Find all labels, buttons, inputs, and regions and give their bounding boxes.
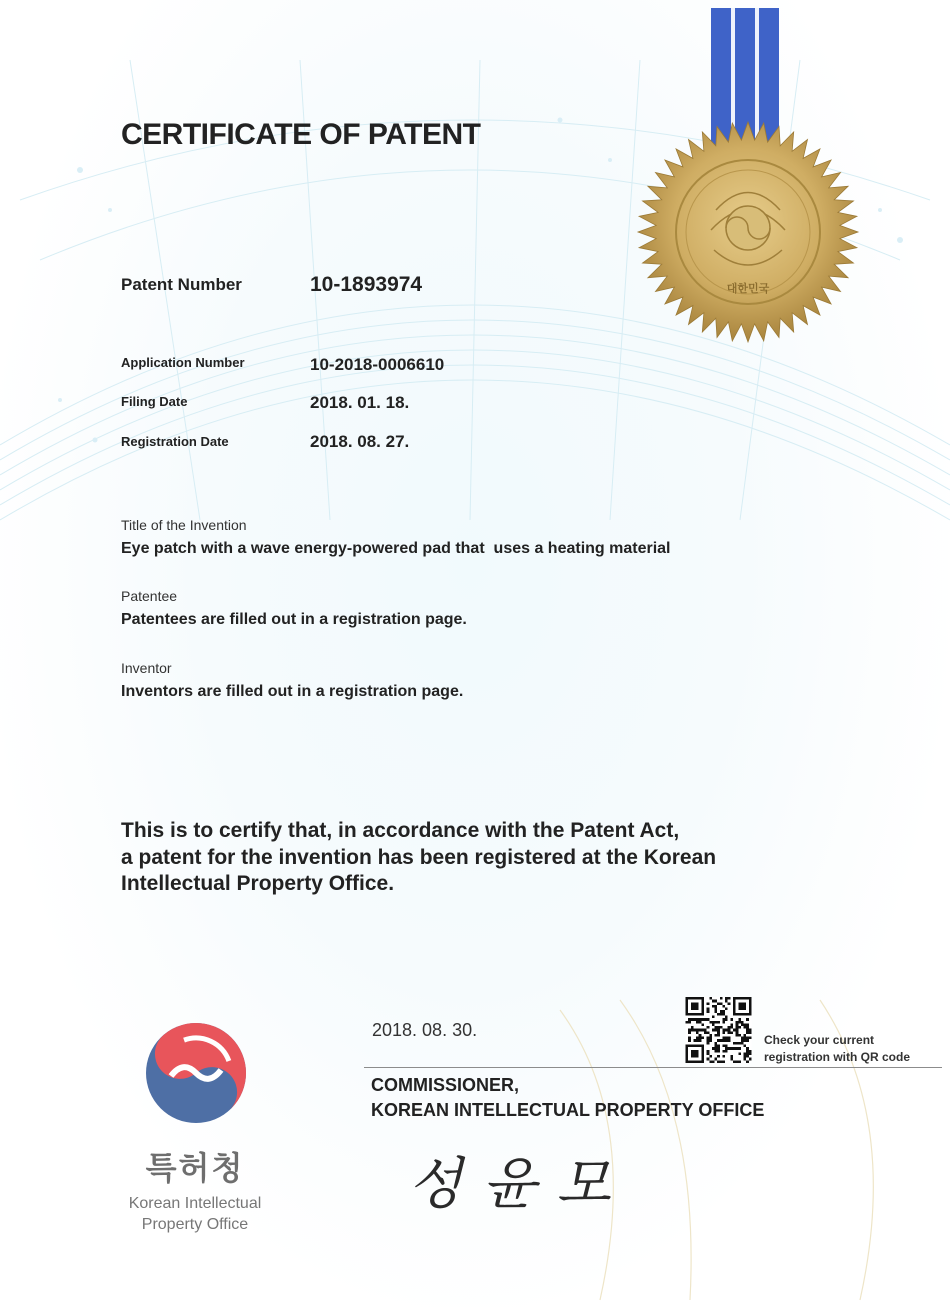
kipo-english-line: Korean Intellectual xyxy=(128,1195,262,1212)
kipo-english-line: Property Office xyxy=(141,1216,249,1233)
inventor-label: Inventor xyxy=(121,660,172,676)
patentee-label: Patentee xyxy=(121,588,178,604)
certificate-title: CERTIFICATE OF PATENT xyxy=(121,118,481,151)
commissioner-title xyxy=(371,1073,764,1123)
kipo-logo-icon xyxy=(143,1020,249,1126)
signature-text: 성윤모 xyxy=(408,1152,630,1217)
filing-date-value: 2018. 01. 18. xyxy=(310,393,410,412)
commissioner-line: COMMISSIONER, xyxy=(371,1075,520,1095)
signature-image xyxy=(400,1145,630,1225)
commissioner-line: KOREAN INTELLECTUAL PROPERTY OFFICE xyxy=(371,1100,765,1120)
patent-number-label: Patent Number xyxy=(121,275,242,294)
national-seal-icon xyxy=(636,120,860,344)
certification-statement xyxy=(121,818,801,898)
patentee-value: Patentees are filled out in a registration page. xyxy=(121,611,467,628)
filing-date-label: Filing Date xyxy=(121,394,188,409)
qr-caption-line: registration with QR code xyxy=(764,1050,911,1064)
invention-title-value: Eye patch with a wave energy-powered pad that uses a heating material xyxy=(121,540,671,557)
qr-code-icon xyxy=(684,997,753,1063)
inventor-value: Inventors are filled out in a registration page. xyxy=(121,683,464,700)
registration-date-label: Registration Date xyxy=(121,434,229,449)
statement-line: This is to certify that, in accordance with the Patent Act, xyxy=(121,819,680,842)
issue-date: 2018. 08. 30. xyxy=(372,1020,478,1040)
qr-caption-line: Check your current xyxy=(764,1033,875,1047)
kipo-english-name xyxy=(112,1193,278,1235)
signature-divider xyxy=(364,1067,942,1068)
qr-caption xyxy=(764,1032,910,1066)
statement-line: a patent for the invention has been registered at the Korean xyxy=(121,845,717,869)
invention-title-label: Title of the Invention xyxy=(121,517,247,533)
patent-number-value: 10-1893974 xyxy=(310,273,423,296)
application-number-label: Application Number xyxy=(121,355,245,370)
statement-line: Intellectual Property Office. xyxy=(121,872,395,895)
registration-date-value: 2018. 08. 27. xyxy=(310,432,410,451)
application-number-value: 10-2018-0006610 xyxy=(310,355,445,374)
kipo-korean-name: 특허청 xyxy=(145,1150,245,1186)
seal-inscription: 대한민국 xyxy=(726,282,770,295)
